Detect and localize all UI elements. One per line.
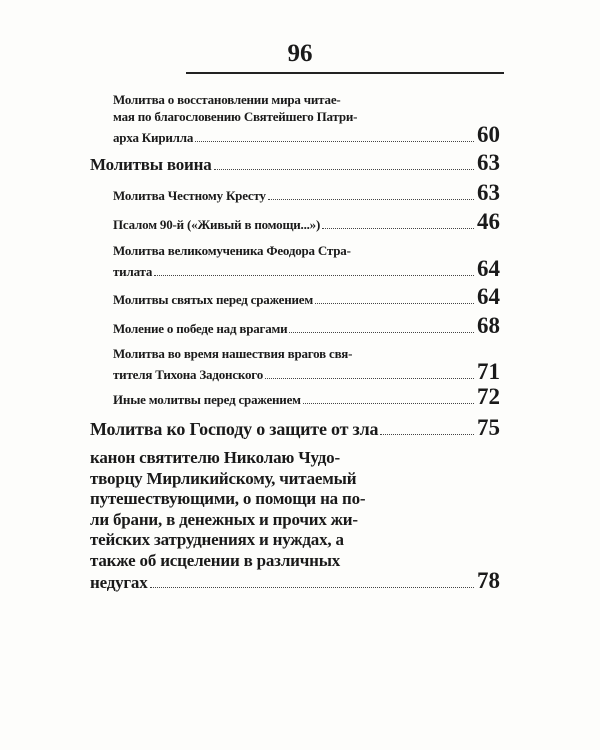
toc-page-number: 72: [477, 384, 500, 409]
toc-entry-line: [113, 256, 500, 281]
toc-entry-line: [90, 530, 500, 551]
header-rule: [186, 72, 504, 74]
dot-leader: [315, 302, 474, 304]
toc-entry-line: [90, 150, 500, 175]
dot-leader: [380, 433, 474, 435]
toc-entry-line: [90, 489, 500, 510]
toc-entry-line: [113, 359, 500, 384]
toc-entry-line: [113, 122, 500, 147]
toc-page-number: 64: [477, 256, 500, 281]
toc-entry-line: [113, 313, 500, 338]
toc-entry: [113, 284, 500, 309]
toc-entry-title: тейских затруднениях и нуждах, а: [90, 530, 344, 549]
dot-leader: [268, 198, 474, 200]
toc-page-number: 75: [477, 415, 500, 440]
toc-entry-title: Молитвы воина: [90, 155, 212, 174]
dot-leader: [303, 402, 474, 404]
toc-entry-title: творцу Мирликийскому, читаемый: [90, 468, 357, 488]
toc-entry-title: тителя Тихона Задонского: [113, 367, 263, 382]
toc-entry-line: [113, 108, 500, 125]
page-number: 96: [287, 40, 313, 67]
toc-entry: [113, 209, 500, 234]
toc-entry-line: [90, 415, 500, 440]
toc-entry-title: Моление о победе над врагами: [113, 321, 288, 336]
dot-leader: [265, 377, 474, 379]
dot-leader: [150, 586, 474, 588]
toc-entry-title: Молитва великомученика Феодора Стра-: [113, 243, 351, 258]
toc-entry-line: [113, 384, 500, 409]
toc-entry: [113, 313, 500, 338]
toc-entry-title: недугах: [90, 573, 148, 592]
toc-page-number: 78: [477, 568, 500, 593]
toc-entry-title: ли брани, в денежных и прочих жи-: [90, 509, 358, 529]
dot-leader: [214, 168, 474, 170]
toc-page-number: 60: [477, 122, 500, 147]
dot-leader: [322, 227, 474, 229]
toc-entry: [90, 415, 500, 440]
dot-leader: [195, 140, 474, 142]
toc-entry-line: [113, 345, 500, 362]
toc-entry-title: арха Кирилла: [113, 130, 194, 145]
toc-entry-title: Молитва о восстановлении мира читае-: [113, 92, 341, 107]
toc-entry-title: тилата: [113, 264, 153, 279]
toc-entry-line: [113, 180, 500, 205]
toc-entry: [113, 180, 500, 205]
toc-page-number: 63: [477, 180, 500, 205]
toc-page-number: 46: [477, 209, 500, 234]
toc-entry-title: Молитва ко Господу о защите от зла: [90, 419, 379, 439]
toc-entry: [90, 448, 500, 594]
toc-entry-title: также об исцелении в различных: [90, 550, 341, 570]
toc-entry-line: [90, 448, 500, 469]
toc-entry-line: [113, 242, 500, 259]
toc-page-number: 63: [477, 150, 500, 175]
toc-entry: [113, 91, 500, 146]
toc-entry-line: [113, 91, 500, 108]
toc-entry: [113, 384, 500, 409]
toc-page-number: 64: [477, 284, 500, 309]
toc-entry-title: Псалом 90-й («Живый в помощи...»): [113, 217, 321, 232]
toc-entry-title: Иные молитвы перед сражением: [113, 392, 301, 407]
toc-entry-title: Молитва Честному Кресту: [113, 188, 266, 203]
toc-entry: [90, 150, 500, 175]
toc-entry-title: канон святителю Николаю Чудо-: [90, 448, 340, 467]
toc-entry-line: [90, 551, 500, 572]
toc-entry-line: [90, 510, 500, 531]
toc-entry-line: [90, 568, 500, 594]
toc-entry-line: [90, 469, 500, 490]
toc-entry-line: [113, 209, 500, 234]
toc-entry-title: путешествующими, о помощи на по-: [90, 489, 366, 508]
toc-entry-title: Молитвы святых перед сражением: [113, 292, 314, 307]
toc-entry-title: Молитва во время нашествия врагов свя-: [113, 346, 353, 361]
dot-leader: [154, 274, 474, 276]
toc-entry-line: [113, 284, 500, 309]
toc-entry-title: мая по благословению Святейшего Патри-: [113, 109, 358, 124]
toc-page-number: 71: [477, 359, 500, 384]
toc-entry: [113, 345, 500, 383]
toc-entry: [113, 242, 500, 280]
dot-leader: [289, 331, 474, 333]
toc-page-number: 68: [477, 313, 500, 338]
